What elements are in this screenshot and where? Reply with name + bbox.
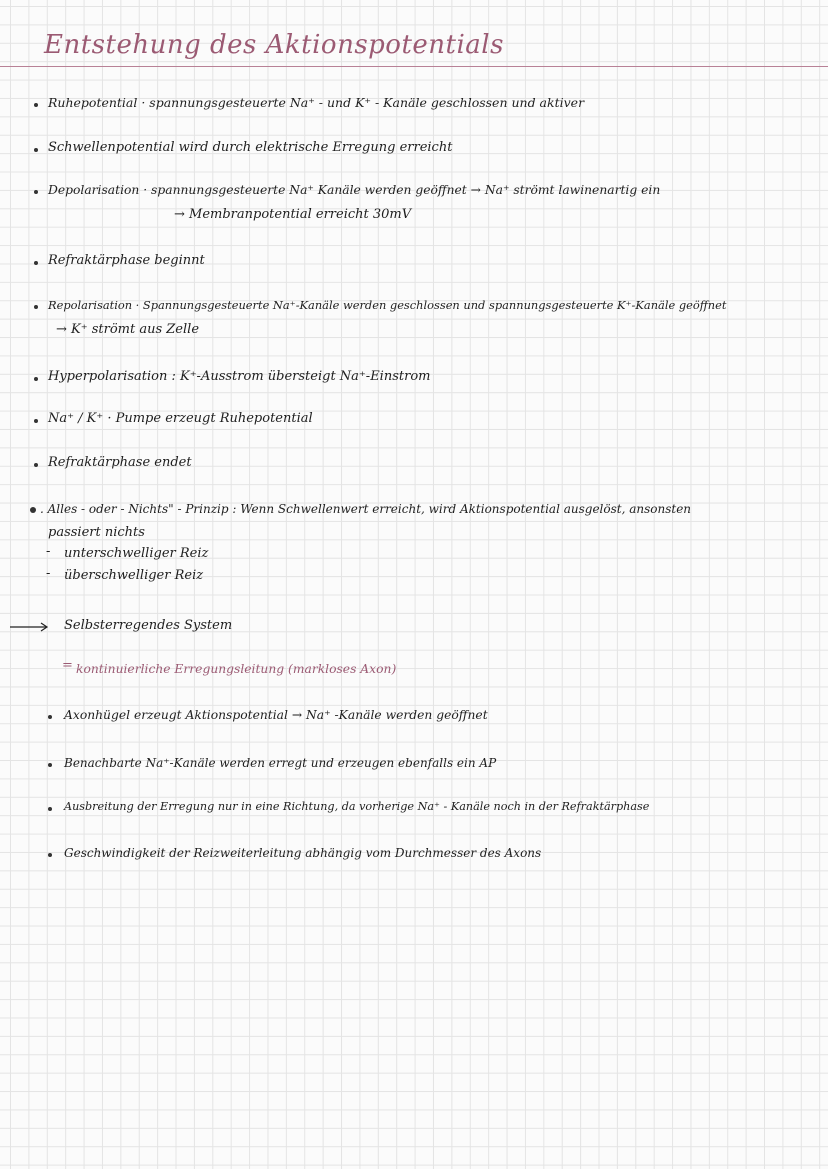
bullet-dot xyxy=(34,305,38,309)
title-underline xyxy=(0,66,828,67)
bullet-dot xyxy=(30,507,36,513)
note-unterschwellig: unterschwelliger Reiz xyxy=(64,546,209,561)
note-kontinuierliche-leitung: kontinuierliche Erregungsleitung (markloses Axon) xyxy=(76,662,397,676)
bullet-dot xyxy=(34,103,38,107)
note-schwellenpotential: Schwellenpotential wird durch elektrische Erregung erreicht xyxy=(48,140,453,155)
equals-sign: = xyxy=(62,658,73,673)
bullet-dot xyxy=(34,261,38,265)
note-repolarisation: Repolarisation · Spannungsgesteuerte Na⁺-Kanäle werden geschlossen und spannungsgesteuerte K⁺-Kanäle geöffnet xyxy=(48,298,727,312)
note-depolarisation: Depolarisation · spannungsgesteuerte Na⁺ Kanäle werden geöffnet → Na⁺ strömt lawinenartig ein xyxy=(48,183,661,197)
note-refraktaer-beginnt: Refraktärphase beginnt xyxy=(48,253,205,268)
bullet-dot xyxy=(34,463,38,467)
bullet-dot xyxy=(48,715,52,719)
page-title: Entstehung des Aktionspotentials xyxy=(44,30,504,60)
bullet-dot xyxy=(48,763,52,767)
bullet-dot xyxy=(34,377,38,381)
list-dash: - xyxy=(46,566,51,581)
long-arrow-icon xyxy=(10,621,50,633)
note-ausbreitung: Ausbreitung der Erregung nur in eine Richtung, da vorherige Na⁺ - Kanäle noch in der Refraktärphase xyxy=(64,800,650,813)
bullet-dot xyxy=(34,190,38,194)
note-depolarisation-result: → Membranpotential erreicht 30mV xyxy=(174,207,412,222)
note-selbsterregend: Selbsterregendes System xyxy=(64,618,233,633)
note-geschwindigkeit: Geschwindigkeit der Reizweiterleitung abhängig vom Durchmesser des Axons xyxy=(64,846,542,860)
bullet-dot xyxy=(48,807,52,811)
note-hyperpolarisation: Hyperpolarisation : K⁺-Ausstrom übersteigt Na⁺-Einstrom xyxy=(48,369,431,384)
note-pumpe: Na⁺ / K⁺ · Pumpe erzeugt Ruhepotential xyxy=(48,411,313,426)
note-refraktaer-endet: Refraktärphase endet xyxy=(48,455,192,470)
note-alles-oder-nichts: . Alles - oder - Nichts" - Prinzip : Wenn Schwellenwert erreicht, wird Aktionspotential ausgelöst, ansonsten xyxy=(40,502,692,516)
bullet-dot xyxy=(34,419,38,423)
note-ueberschwellig: überschwelliger Reiz xyxy=(64,568,204,583)
note-ruhepotential: Ruhepotential · spannungsgesteuerte Na⁺ - und K⁺ - Kanäle geschlossen und aktiver xyxy=(48,95,585,110)
bullet-dot xyxy=(48,853,52,857)
note-repolarisation-result: → K⁺ strömt aus Zelle xyxy=(56,322,200,337)
note-axonhuegel: Axonhügel erzeugt Aktionspotential → Na⁺ -Kanäle werden geöffnet xyxy=(64,708,488,722)
bullet-dot xyxy=(34,148,38,152)
note-alles-oder-nichts-cont: passiert nichts xyxy=(48,525,145,540)
list-dash: - xyxy=(46,544,51,559)
note-benachbarte-kanaele: Benachbarte Na⁺-Kanäle werden erregt und erzeugen ebenfalls ein AP xyxy=(64,756,497,770)
